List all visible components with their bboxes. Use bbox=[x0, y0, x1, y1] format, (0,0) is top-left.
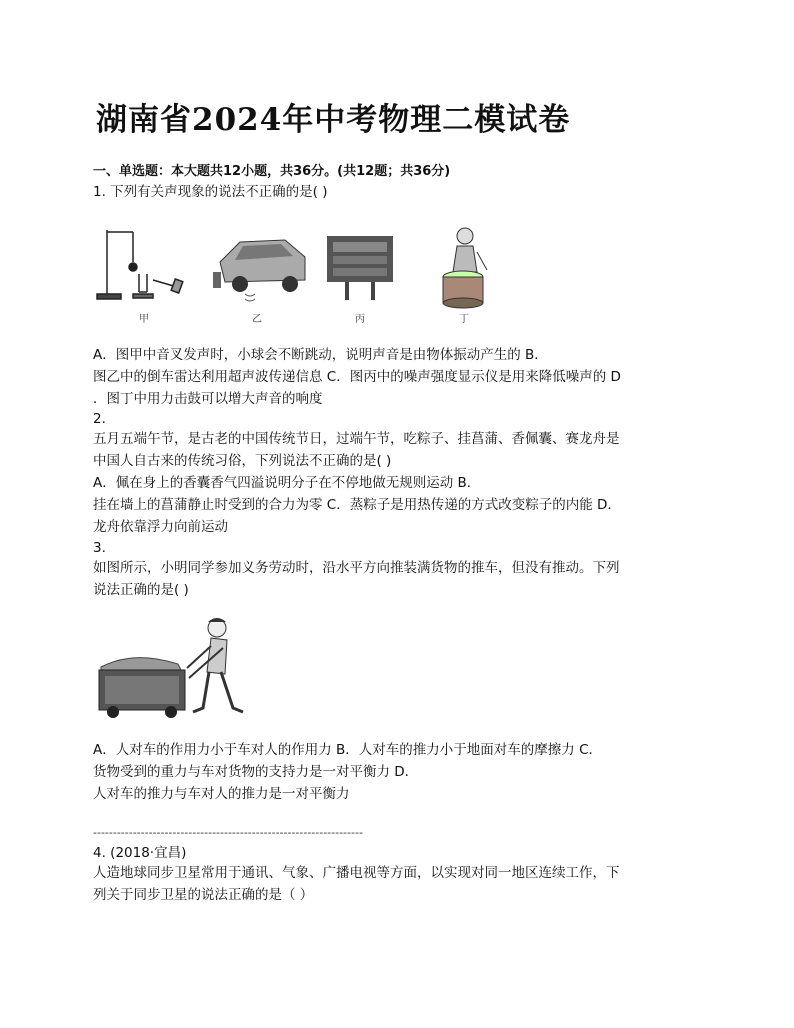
figure-ding-drum bbox=[443, 228, 487, 308]
section-header: 一、单选题：本大题共12小题，共36分。(共12题；共36分) bbox=[93, 164, 451, 179]
q3-line-2: 说法正确的是( ) bbox=[93, 582, 189, 598]
q3-option-line-3: 人对车的推力与车对人的推力是一对平衡力 bbox=[93, 786, 350, 802]
q3-option-line-1: A．人对车的作用力小于车对人的作用力 B．人对车的推力小于地面对车的摩擦力 C． bbox=[93, 742, 603, 758]
q2-line-2: 中国人自古来的传统习俗，下列说法不正确的是( ) bbox=[93, 453, 392, 469]
caption-bing: 丙 bbox=[355, 314, 365, 325]
caption-yi: 乙 bbox=[252, 314, 262, 325]
q2-line-3: A．佩在身上的香囊香气四溢说明分子在不停地做无规则运动 B． bbox=[93, 475, 481, 491]
section-divider: -------------------------------------------------------------------- bbox=[93, 826, 363, 839]
q1-stem: 1. 下列有关声现象的说法不正确的是( ) bbox=[93, 184, 328, 200]
q3-number: 3. bbox=[93, 540, 106, 556]
figure-bing-noise-display bbox=[327, 236, 393, 300]
q1-figures bbox=[95, 222, 505, 322]
q3-option-line-2: 货物受到的重力与车对货物的支持力是一对平衡力 D． bbox=[93, 764, 419, 780]
q1-option-line-2: 图乙中的倒车雷达利用超声波传递信息 C．图丙中的噪声强度显示仪是用来降低噪声的 D bbox=[93, 369, 621, 385]
q3-cart-figure bbox=[93, 612, 253, 722]
page-title: 湖南省2024年中考物理二模试卷 bbox=[96, 102, 571, 138]
q2-line-1: 五月五端午节，是古老的中国传统节日，过端午节，吃粽子、挂菖蒲、香佩囊、赛龙舟是 bbox=[93, 431, 620, 447]
q4-line-2: 列关于同步卫星的说法正确的是（ ） bbox=[93, 887, 314, 903]
caption-ding: 丁 bbox=[459, 314, 469, 325]
q2-number: 2. bbox=[93, 411, 106, 427]
q3-line-1: 如图所示，小明同学参加义务劳动时，沿水平方向推装满货物的推车，但没有推动。下列 bbox=[93, 560, 620, 576]
q2-line-4: 挂在墙上的菖蒲静止时受到的合力为零 C．蒸粽子是用热传递的方式改变粽子的内能 D． bbox=[93, 497, 621, 513]
q4-line-1: 人造地球同步卫星常用于通讯、气象、广播电视等方面，以实现对同一地区连续工作，下 bbox=[93, 865, 620, 881]
q1-option-line-3: ．图丁中用力击鼓可以增大声音的响度 bbox=[93, 391, 323, 407]
figure-jia-tuning-fork bbox=[97, 230, 183, 299]
caption-jia: 甲 bbox=[139, 314, 149, 325]
q2-line-5: 龙舟依靠浮力向前运动 bbox=[93, 519, 228, 535]
q1-option-line-1: A．图甲中音叉发声时，小球会不断跳动，说明声音是由物体振动产生的 B． bbox=[93, 347, 548, 363]
q4-source: 4. (2018·宜昌) bbox=[93, 845, 187, 861]
figure-yi-car bbox=[213, 240, 305, 301]
